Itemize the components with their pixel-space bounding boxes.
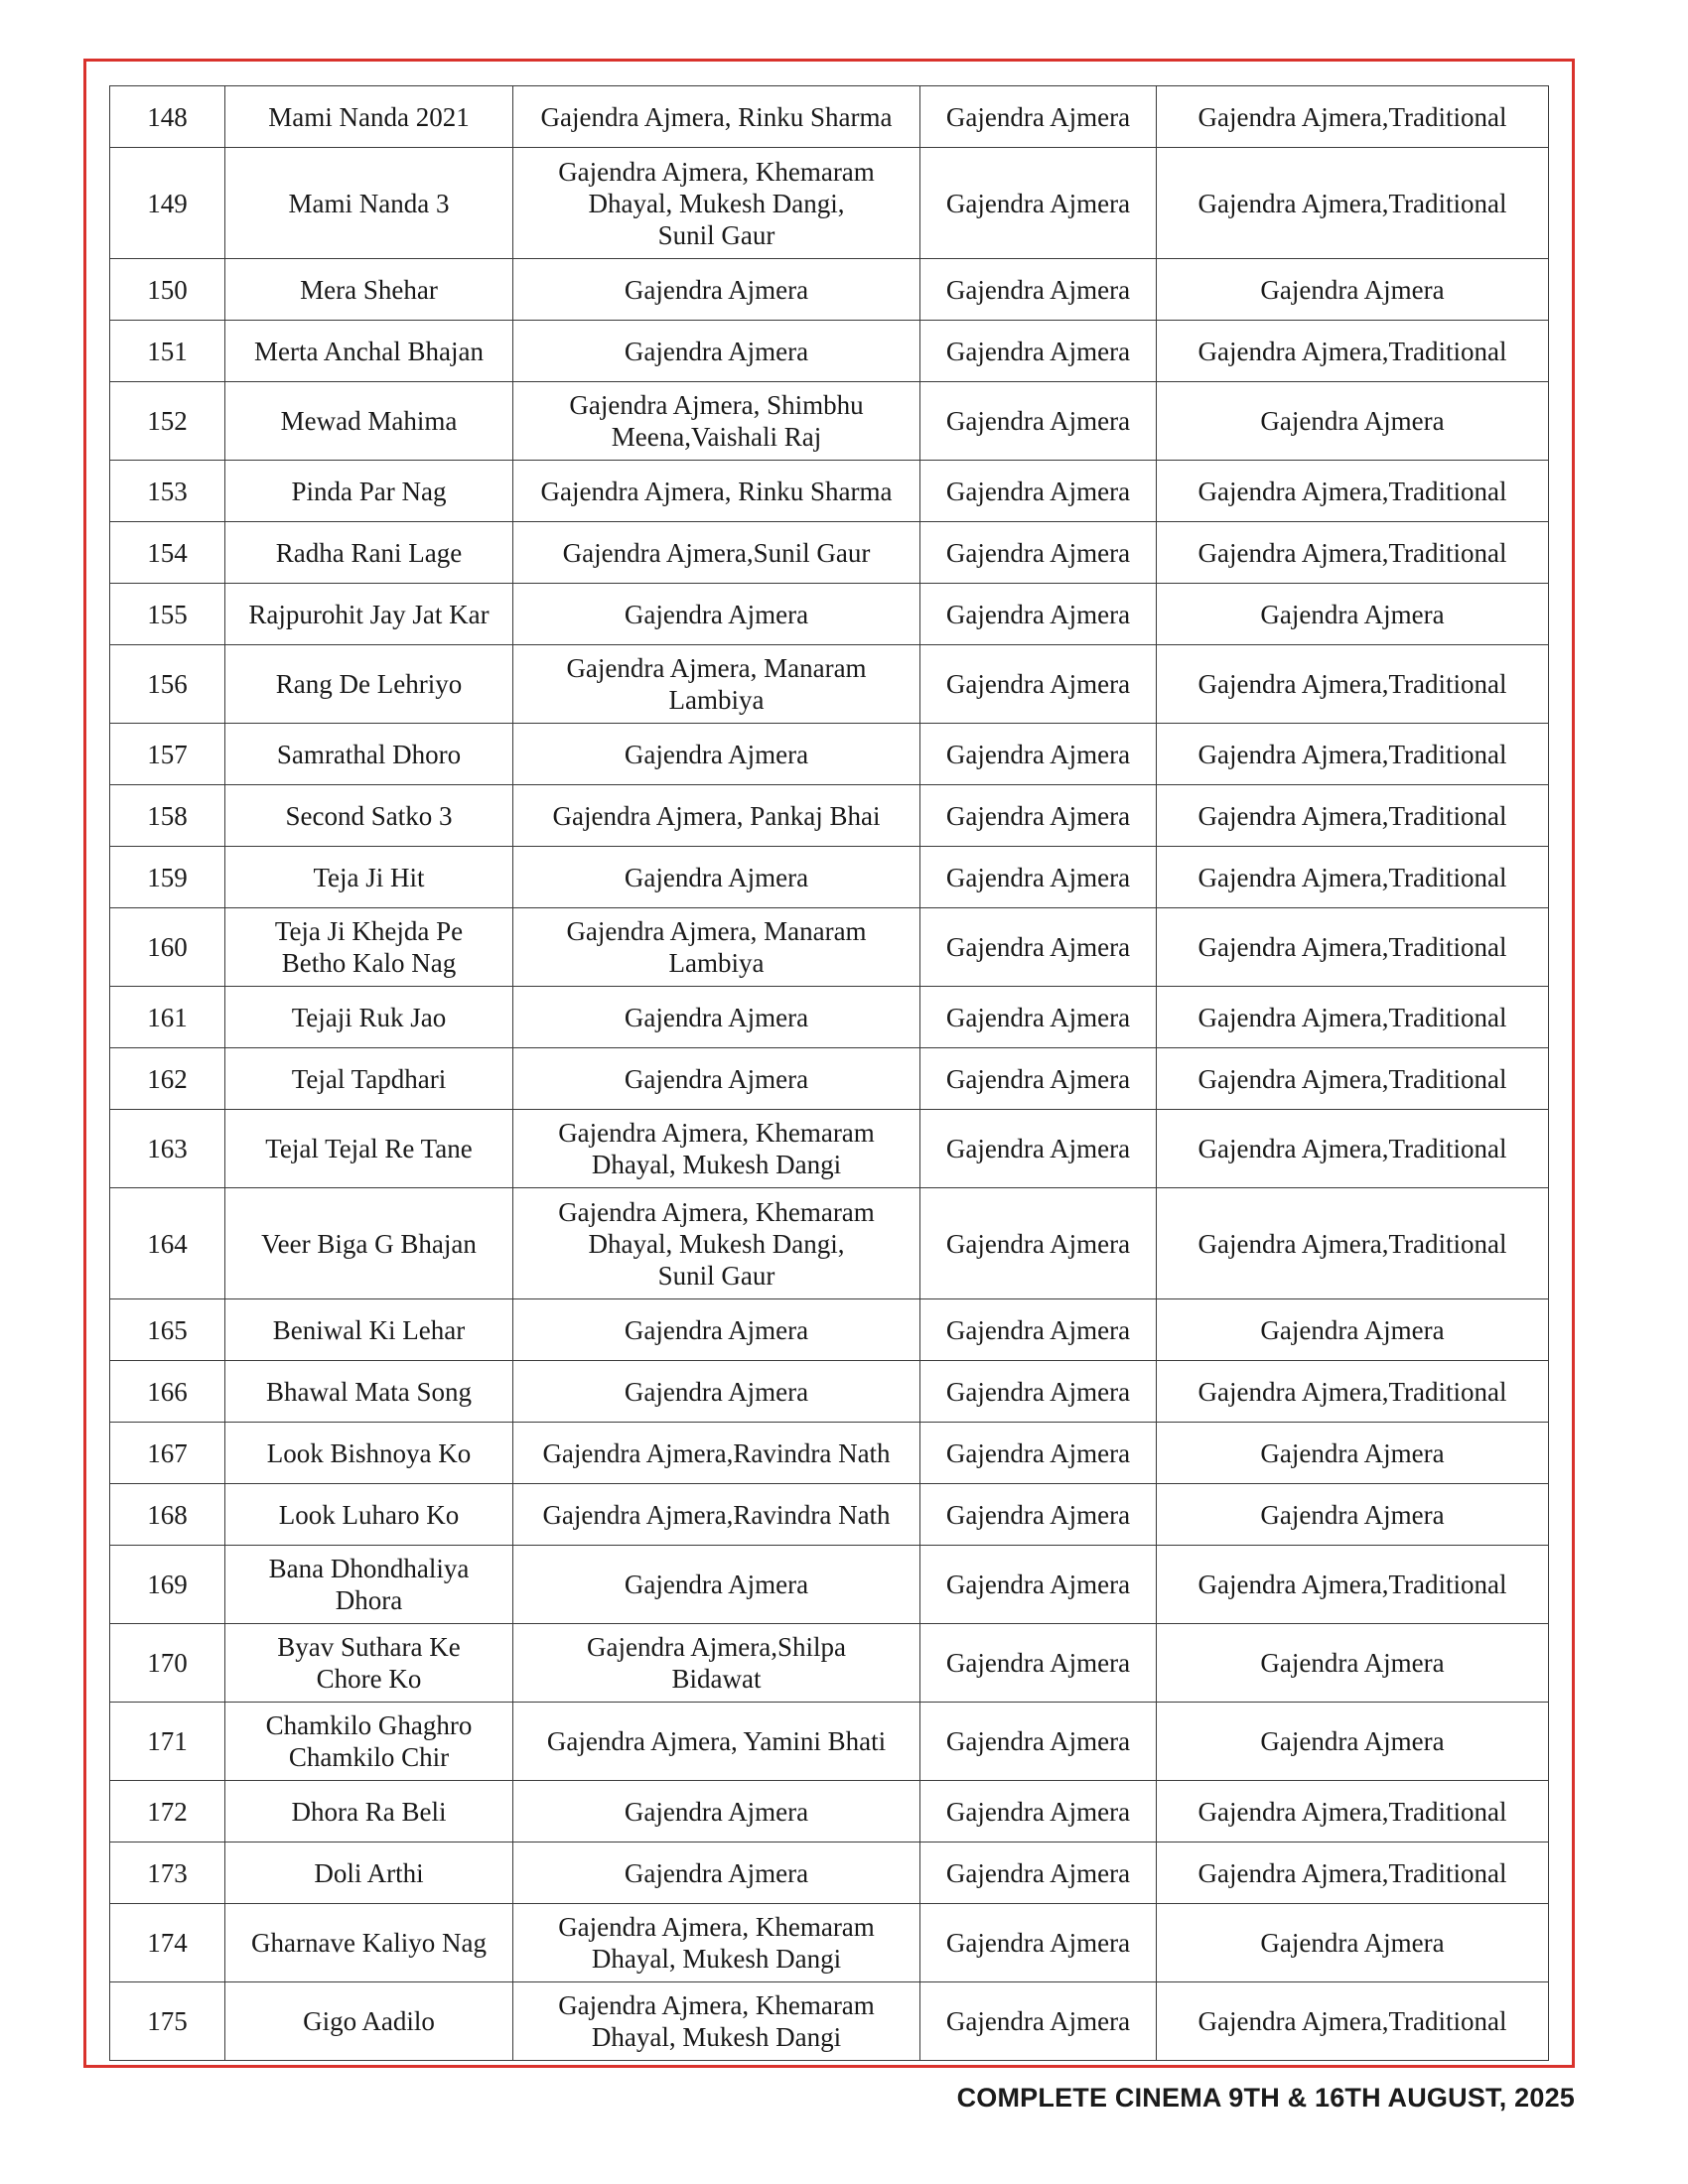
table-row	[110, 1299, 1549, 1361]
serial-number-cell: 153	[110, 461, 225, 522]
music-cell: Gajendra Ajmera	[920, 86, 1157, 148]
singers-cell-line: Dhayal, Mukesh Dangi	[591, 1150, 842, 1179]
singers-cell	[513, 382, 920, 461]
table-row	[110, 1361, 1549, 1423]
song-title-cell	[225, 1484, 513, 1546]
song-title-cell-line: Teja Ji Khejda Pe	[274, 916, 464, 946]
table-row	[110, 1781, 1549, 1843]
singers-cell	[513, 86, 920, 148]
singers-cell	[513, 321, 920, 382]
singers-cell-line: Gajendra Ajmera, Khemaram	[558, 1990, 875, 2020]
serial-number-cell: 159	[110, 847, 225, 908]
table-row	[110, 645, 1549, 724]
music-cell: Gajendra Ajmera	[920, 1982, 1157, 2061]
singers-cell-line: Gajendra Ajmera, Rinku Sharma	[540, 476, 893, 506]
singers-cell-line: Gajendra Ajmera, Pankaj Bhai	[552, 800, 881, 831]
song-title-cell	[225, 1299, 513, 1361]
song-title-cell-line: Gigo Aadilo	[303, 2006, 435, 2036]
serial-number-cell: 158	[110, 785, 225, 847]
singers-cell-line: Gajendra Ajmera,Sunil Gaur	[562, 537, 871, 568]
music-cell: Gajendra Ajmera	[920, 724, 1157, 785]
song-title-cell	[225, 847, 513, 908]
singers-cell	[513, 724, 920, 785]
song-title-cell	[225, 382, 513, 461]
lyrics-cell: Gajendra Ajmera	[1157, 1484, 1549, 1546]
table-row	[110, 1188, 1549, 1299]
song-title-cell	[225, 1904, 513, 1982]
lyrics-cell: Gajendra Ajmera,Traditional	[1157, 1361, 1549, 1423]
song-title-cell-line: Chore Ko	[316, 1664, 422, 1694]
lyrics-cell: Gajendra Ajmera,Traditional	[1157, 847, 1549, 908]
music-cell: Gajendra Ajmera	[920, 1546, 1157, 1624]
singers-cell	[513, 584, 920, 645]
singers-cell	[513, 1299, 920, 1361]
song-title-cell-line: Samrathal Dhoro	[276, 739, 462, 769]
lyrics-cell: Gajendra Ajmera	[1157, 1703, 1549, 1781]
music-cell: Gajendra Ajmera	[920, 461, 1157, 522]
lyrics-cell: Gajendra Ajmera,Traditional	[1157, 908, 1549, 987]
song-title-cell-line: Tejal Tejal Re Tane	[265, 1134, 473, 1163]
serial-number-cell: 167	[110, 1423, 225, 1484]
song-title-cell-line: Chamkilo Chir	[288, 1742, 450, 1772]
singers-cell-line: Gajendra Ajmera	[624, 274, 809, 305]
singers-cell-line: Gajendra Ajmera	[624, 599, 809, 629]
table-row	[110, 461, 1549, 522]
serial-number-cell: 172	[110, 1781, 225, 1843]
song-title-cell	[225, 1703, 513, 1781]
song-title-cell-line: Betho Kalo Nag	[281, 948, 457, 978]
song-title-cell-line: Tejaji Ruk Jao	[291, 1002, 447, 1032]
singers-cell-line: Dhayal, Mukesh Dangi	[591, 1944, 842, 1974]
table-row	[110, 1484, 1549, 1546]
singers-cell-line: Lambiya	[668, 685, 765, 715]
song-title-cell-line: Dhora Ra Beli	[291, 1796, 447, 1827]
music-cell: Gajendra Ajmera	[920, 1703, 1157, 1781]
table-row	[110, 382, 1549, 461]
singers-cell-line: Gajendra Ajmera	[624, 1063, 809, 1094]
music-cell: Gajendra Ajmera	[920, 1361, 1157, 1423]
song-title-cell-line: Gharnave Kaliyo Nag	[251, 1928, 487, 1958]
singers-cell	[513, 522, 920, 584]
song-title-cell	[225, 724, 513, 785]
song-title-cell	[225, 1843, 513, 1904]
singers-cell-line: Gajendra Ajmera,Shilpa	[587, 1632, 846, 1662]
serial-number-cell: 156	[110, 645, 225, 724]
lyrics-cell: Gajendra Ajmera	[1157, 1299, 1549, 1361]
lyrics-cell: Gajendra Ajmera,Traditional	[1157, 1048, 1549, 1110]
lyrics-cell: Gajendra Ajmera,Traditional	[1157, 1843, 1549, 1904]
song-title-cell	[225, 987, 513, 1048]
singers-cell-line: Sunil Gaur	[657, 1260, 775, 1291]
singers-cell	[513, 148, 920, 259]
table-row	[110, 321, 1549, 382]
lyrics-cell: Gajendra Ajmera,Traditional	[1157, 86, 1549, 148]
table-row	[110, 1110, 1549, 1188]
song-title-cell-line: Beniwal Ki Lehar	[272, 1314, 466, 1345]
lyrics-cell: Gajendra Ajmera,Traditional	[1157, 461, 1549, 522]
song-title-cell	[225, 522, 513, 584]
music-cell: Gajendra Ajmera	[920, 382, 1157, 461]
singers-cell-line: Gajendra Ajmera, Manaram	[566, 653, 867, 683]
singers-cell-line: Gajendra Ajmera,Ravindra Nath	[542, 1437, 891, 1468]
song-title-cell-line: Doli Arthi	[314, 1857, 424, 1888]
singers-cell	[513, 1188, 920, 1299]
serial-number-cell: 151	[110, 321, 225, 382]
singers-cell	[513, 847, 920, 908]
song-title-cell	[225, 645, 513, 724]
song-title-cell-line: Rajpurohit Jay Jat Kar	[248, 599, 490, 629]
singers-cell	[513, 1546, 920, 1624]
music-cell: Gajendra Ajmera	[920, 1299, 1157, 1361]
singers-cell-line: Dhayal, Mukesh Dangi,	[588, 188, 845, 218]
serial-number-cell: 169	[110, 1546, 225, 1624]
serial-number-cell: 148	[110, 86, 225, 148]
music-cell: Gajendra Ajmera	[920, 259, 1157, 321]
serial-number-cell: 161	[110, 987, 225, 1048]
song-title-cell	[225, 259, 513, 321]
singers-cell-line: Dhayal, Mukesh Dangi	[591, 2022, 842, 2052]
singers-cell	[513, 1843, 920, 1904]
music-cell: Gajendra Ajmera	[920, 1843, 1157, 1904]
singers-cell-line: Sunil Gaur	[657, 219, 775, 250]
singers-cell	[513, 908, 920, 987]
song-title-cell	[225, 1781, 513, 1843]
music-cell: Gajendra Ajmera	[920, 645, 1157, 724]
singers-cell	[513, 461, 920, 522]
music-cell: Gajendra Ajmera	[920, 908, 1157, 987]
serial-number-cell: 155	[110, 584, 225, 645]
music-cell: Gajendra Ajmera	[920, 1904, 1157, 1982]
singers-cell	[513, 785, 920, 847]
table-row	[110, 1624, 1549, 1703]
table-body	[110, 86, 1549, 2061]
table-row	[110, 584, 1549, 645]
singers-cell	[513, 987, 920, 1048]
serial-number-cell: 160	[110, 908, 225, 987]
singers-cell	[513, 1781, 920, 1843]
singers-cell-line: Dhayal, Mukesh Dangi,	[588, 1228, 845, 1259]
singers-cell-line: Gajendra Ajmera, Khemaram	[558, 156, 875, 187]
singers-cell	[513, 1048, 920, 1110]
lyrics-cell: Gajendra Ajmera,Traditional	[1157, 522, 1549, 584]
song-title-cell	[225, 1546, 513, 1624]
singers-cell	[513, 1904, 920, 1982]
serial-number-cell: 162	[110, 1048, 225, 1110]
song-title-cell-line: Mami Nanda 2021	[268, 101, 470, 132]
serial-number-cell: 175	[110, 1982, 225, 2061]
lyrics-cell: Gajendra Ajmera,Traditional	[1157, 1982, 1549, 2061]
singers-cell-line: Gajendra Ajmera	[624, 1857, 809, 1888]
singers-cell	[513, 1982, 920, 2061]
lyrics-cell: Gajendra Ajmera	[1157, 1624, 1549, 1703]
singers-cell	[513, 1624, 920, 1703]
song-title-cell-line: Mewad Mahima	[280, 406, 458, 436]
table-row	[110, 522, 1549, 584]
song-title-cell-line: Mera Shehar	[300, 274, 438, 305]
table-row	[110, 1048, 1549, 1110]
table-row	[110, 724, 1549, 785]
table-row	[110, 1904, 1549, 1982]
song-title-cell-line: Dhora	[335, 1585, 403, 1615]
singers-cell-line: Gajendra Ajmera	[624, 1376, 809, 1407]
table-row	[110, 785, 1549, 847]
singers-cell	[513, 1484, 920, 1546]
lyrics-cell: Gajendra Ajmera,Traditional	[1157, 148, 1549, 259]
table-row	[110, 987, 1549, 1048]
table-row	[110, 86, 1549, 148]
music-cell: Gajendra Ajmera	[920, 1781, 1157, 1843]
song-title-cell-line: Byav Suthara Ke	[277, 1632, 461, 1662]
serial-number-cell: 163	[110, 1110, 225, 1188]
singers-cell-line: Gajendra Ajmera, Khemaram	[558, 1912, 875, 1942]
lyrics-cell: Gajendra Ajmera,Traditional	[1157, 724, 1549, 785]
song-title-cell-line: Second Satko 3	[285, 800, 453, 831]
lyrics-cell: Gajendra Ajmera,Traditional	[1157, 645, 1549, 724]
serial-number-cell: 168	[110, 1484, 225, 1546]
song-title-cell-line: Rang De Lehriyo	[275, 669, 463, 699]
music-cell: Gajendra Ajmera	[920, 1048, 1157, 1110]
song-title-cell	[225, 1188, 513, 1299]
table-row	[110, 1843, 1549, 1904]
song-title-cell-line: Veer Biga G Bhajan	[261, 1228, 477, 1259]
serial-number-cell: 149	[110, 148, 225, 259]
song-title-cell	[225, 1423, 513, 1484]
serial-number-cell: 170	[110, 1624, 225, 1703]
lyrics-cell: Gajendra Ajmera	[1157, 584, 1549, 645]
song-title-cell	[225, 908, 513, 987]
song-title-cell-line: Tejal Tapdhari	[291, 1063, 447, 1094]
music-cell: Gajendra Ajmera	[920, 1188, 1157, 1299]
singers-cell	[513, 645, 920, 724]
song-title-cell-line: Merta Anchal Bhajan	[254, 336, 484, 366]
song-title-cell-line: Look Bishnoya Ko	[266, 1437, 472, 1468]
music-cell: Gajendra Ajmera	[920, 148, 1157, 259]
music-cell: Gajendra Ajmera	[920, 584, 1157, 645]
singers-cell	[513, 259, 920, 321]
lyrics-cell: Gajendra Ajmera,Traditional	[1157, 1781, 1549, 1843]
table-row	[110, 148, 1549, 259]
table-row	[110, 1982, 1549, 2061]
song-title-cell-line: Teja Ji Hit	[313, 862, 425, 892]
singers-cell-line: Bidawat	[671, 1664, 762, 1694]
lyrics-cell: Gajendra Ajmera,Traditional	[1157, 1546, 1549, 1624]
table-row	[110, 1703, 1549, 1781]
singers-cell	[513, 1110, 920, 1188]
song-title-cell	[225, 1624, 513, 1703]
serial-number-cell: 164	[110, 1188, 225, 1299]
song-title-cell	[225, 461, 513, 522]
serial-number-cell: 157	[110, 724, 225, 785]
serial-number-cell: 166	[110, 1361, 225, 1423]
serial-number-cell: 150	[110, 259, 225, 321]
table-row	[110, 908, 1549, 987]
table-row	[110, 1546, 1549, 1624]
serial-number-cell: 171	[110, 1703, 225, 1781]
singers-cell-line: Gajendra Ajmera,Ravindra Nath	[542, 1499, 891, 1530]
table-row	[110, 1423, 1549, 1484]
serial-number-cell: 152	[110, 382, 225, 461]
lyrics-cell: Gajendra Ajmera	[1157, 1904, 1549, 1982]
singers-cell	[513, 1423, 920, 1484]
singers-cell-line: Gajendra Ajmera	[624, 739, 809, 769]
lyrics-cell: Gajendra Ajmera,Traditional	[1157, 785, 1549, 847]
song-title-cell	[225, 86, 513, 148]
lyrics-cell: Gajendra Ajmera,Traditional	[1157, 1110, 1549, 1188]
singers-cell-line: Gajendra Ajmera	[624, 336, 809, 366]
singers-cell-line: Gajendra Ajmera, Rinku Sharma	[540, 101, 893, 132]
lyrics-cell: Gajendra Ajmera,Traditional	[1157, 987, 1549, 1048]
singers-cell-line: Gajendra Ajmera	[624, 1002, 809, 1032]
singers-cell	[513, 1703, 920, 1781]
singers-cell-line: Lambiya	[668, 948, 765, 978]
song-title-cell-line: Pinda Par Nag	[291, 476, 447, 506]
song-credits-table	[109, 85, 1549, 2061]
singers-cell-line: Gajendra Ajmera, Manaram	[566, 916, 867, 946]
music-cell: Gajendra Ajmera	[920, 522, 1157, 584]
song-title-cell-line: Bana Dhondhaliya	[268, 1554, 470, 1583]
music-cell: Gajendra Ajmera	[920, 987, 1157, 1048]
song-title-cell	[225, 584, 513, 645]
singers-cell-line: Gajendra Ajmera, Khemaram	[558, 1196, 875, 1227]
song-title-cell	[225, 148, 513, 259]
song-title-cell	[225, 785, 513, 847]
lyrics-cell: Gajendra Ajmera,Traditional	[1157, 1188, 1549, 1299]
lyrics-cell: Gajendra Ajmera,Traditional	[1157, 321, 1549, 382]
music-cell: Gajendra Ajmera	[920, 1624, 1157, 1703]
song-title-cell	[225, 1048, 513, 1110]
song-title-cell-line: Look Luharo Ko	[278, 1499, 460, 1530]
singers-cell-line: Gajendra Ajmera, Khemaram	[558, 1118, 875, 1148]
singers-cell-line: Gajendra Ajmera	[624, 1570, 809, 1599]
music-cell: Gajendra Ajmera	[920, 321, 1157, 382]
table-row	[110, 847, 1549, 908]
footer-publication-line: COMPLETE CINEMA 9TH & 16TH AUGUST, 2025	[956, 2083, 1575, 2113]
singers-cell-line: Meena,Vaishali Raj	[611, 422, 822, 452]
singers-cell-line: Gajendra Ajmera	[624, 862, 809, 892]
serial-number-cell: 173	[110, 1843, 225, 1904]
serial-number-cell: 154	[110, 522, 225, 584]
music-cell: Gajendra Ajmera	[920, 1110, 1157, 1188]
table-row	[110, 259, 1549, 321]
serial-number-cell: 174	[110, 1904, 225, 1982]
singers-cell-line: Gajendra Ajmera	[624, 1796, 809, 1827]
song-title-cell-line: Radha Rani Lage	[275, 537, 463, 568]
lyrics-cell: Gajendra Ajmera	[1157, 382, 1549, 461]
singers-cell-line: Gajendra Ajmera	[624, 1314, 809, 1345]
song-title-cell	[225, 1361, 513, 1423]
singers-cell	[513, 1361, 920, 1423]
song-title-cell	[225, 1982, 513, 2061]
lyrics-cell: Gajendra Ajmera	[1157, 1423, 1549, 1484]
song-title-cell-line: Mami Nanda 3	[288, 188, 450, 218]
song-title-cell-line: Chamkilo Ghaghro	[265, 1710, 473, 1740]
music-cell: Gajendra Ajmera	[920, 847, 1157, 908]
serial-number-cell: 165	[110, 1299, 225, 1361]
song-title-cell	[225, 1110, 513, 1188]
music-cell: Gajendra Ajmera	[920, 1423, 1157, 1484]
music-cell: Gajendra Ajmera	[920, 785, 1157, 847]
singers-cell-line: Gajendra Ajmera, Yamini Bhati	[546, 1726, 887, 1756]
singers-cell-line: Gajendra Ajmera, Shimbhu	[569, 390, 864, 420]
music-cell: Gajendra Ajmera	[920, 1484, 1157, 1546]
song-title-cell-line: Bhawal Mata Song	[266, 1376, 472, 1407]
lyrics-cell: Gajendra Ajmera	[1157, 259, 1549, 321]
song-title-cell	[225, 321, 513, 382]
